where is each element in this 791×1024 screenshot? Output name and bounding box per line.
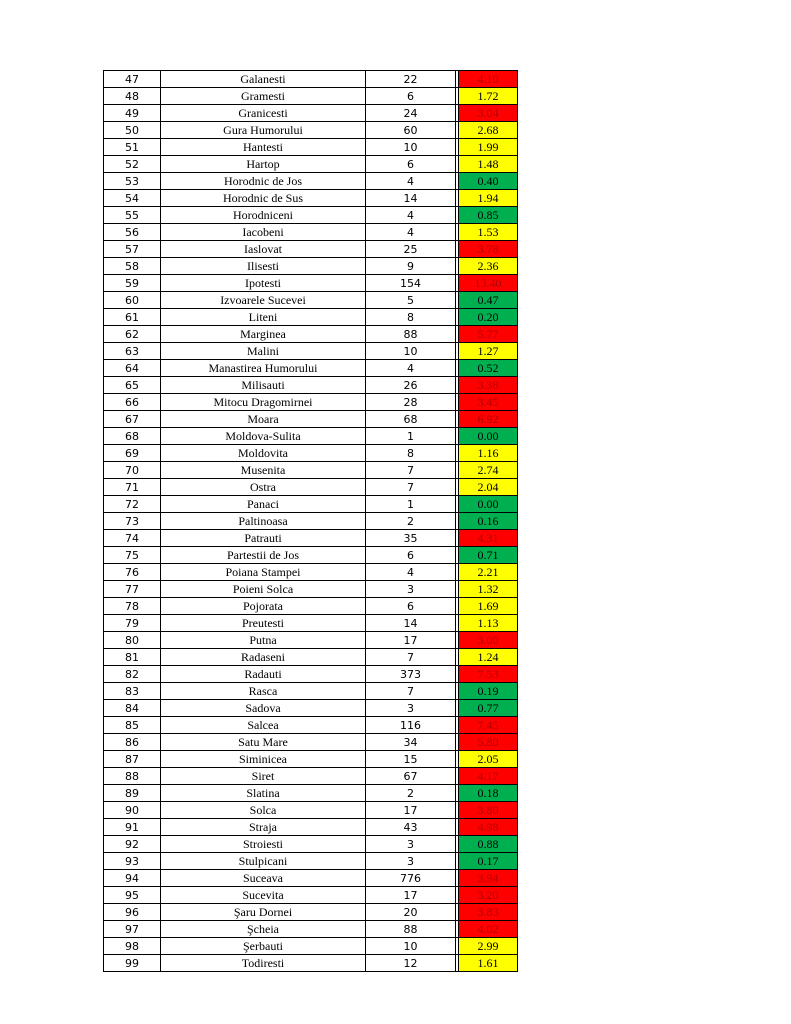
row-number-cell: 95 (104, 887, 161, 904)
locality-name-cell: Panaci (161, 496, 366, 513)
table-row (104, 751, 518, 768)
table-row (104, 309, 518, 326)
row-number-cell: 69 (104, 445, 161, 462)
table-row (104, 71, 518, 88)
locality-name-cell: Şcheia (161, 921, 366, 938)
row-number-cell: 85 (104, 717, 161, 734)
row-number-cell: 50 (104, 122, 161, 139)
table-row (104, 598, 518, 615)
incidence-rate-cell: 13.40 (459, 275, 518, 292)
row-number-cell: 66 (104, 394, 161, 411)
table-row (104, 632, 518, 649)
incidence-rate-cell: 4.02 (459, 921, 518, 938)
table-row (104, 275, 518, 292)
incidence-rate-cell: 4.31 (459, 530, 518, 547)
locality-name-cell: Moldovita (161, 445, 366, 462)
table-row (104, 173, 518, 190)
incidence-rate-cell: 3.38 (459, 377, 518, 394)
incidence-rate-cell: 4.98 (459, 819, 518, 836)
case-count-cell: 34 (366, 734, 456, 751)
table-row (104, 190, 518, 207)
incidence-rate-cell: 1.61 (459, 955, 518, 972)
locality-name-cell: Siret (161, 768, 366, 785)
case-count-cell: 12 (366, 955, 456, 972)
row-number-cell: 74 (104, 530, 161, 547)
case-count-cell: 5 (366, 292, 456, 309)
table-row (104, 921, 518, 938)
locality-name-cell: Liteni (161, 309, 366, 326)
table-row (104, 258, 518, 275)
incidence-rate-cell: 0.19 (459, 683, 518, 700)
incidence-rate-cell: 0.20 (459, 309, 518, 326)
row-number-cell: 89 (104, 785, 161, 802)
case-count-cell: 2 (366, 785, 456, 802)
locality-name-cell: Suceava (161, 870, 366, 887)
locality-name-cell: Straja (161, 819, 366, 836)
case-count-cell: 7 (366, 649, 456, 666)
row-number-cell: 79 (104, 615, 161, 632)
case-count-cell: 4 (366, 224, 456, 241)
incidence-rate-cell: 4.17 (459, 768, 518, 785)
locality-name-cell: Stulpicani (161, 853, 366, 870)
table-row (104, 938, 518, 955)
table-row (104, 207, 518, 224)
incidence-rate-cell: 2.21 (459, 564, 518, 581)
row-number-cell: 72 (104, 496, 161, 513)
case-count-cell: 8 (366, 445, 456, 462)
locality-name-cell: Radaseni (161, 649, 366, 666)
case-count-cell: 373 (366, 666, 456, 683)
locality-name-cell: Mitocu Dragomirnei (161, 394, 366, 411)
row-number-cell: 61 (104, 309, 161, 326)
row-number-cell: 91 (104, 819, 161, 836)
case-count-cell: 60 (366, 122, 456, 139)
row-number-cell: 83 (104, 683, 161, 700)
case-count-cell: 25 (366, 241, 456, 258)
incidence-rate-cell: 1.48 (459, 156, 518, 173)
case-count-cell: 14 (366, 615, 456, 632)
row-number-cell: 99 (104, 955, 161, 972)
incidence-rate-cell: 1.27 (459, 343, 518, 360)
locality-name-cell: Horodniceni (161, 207, 366, 224)
locality-name-cell: Iaslovat (161, 241, 366, 258)
incidence-rate-cell: 0.77 (459, 700, 518, 717)
incidence-rate-cell: 1.99 (459, 139, 518, 156)
row-number-cell: 47 (104, 71, 161, 88)
row-number-cell: 67 (104, 411, 161, 428)
incidence-rate-cell: 3.20 (459, 887, 518, 904)
table-row (104, 139, 518, 156)
case-count-cell: 68 (366, 411, 456, 428)
table-row (104, 870, 518, 887)
row-number-cell: 49 (104, 105, 161, 122)
locality-name-cell: Slatina (161, 785, 366, 802)
locality-name-cell: Manastirea Humorului (161, 360, 366, 377)
table-row (104, 649, 518, 666)
incidence-rate-cell: 2.04 (459, 479, 518, 496)
table-row (104, 513, 518, 530)
incidence-rate-cell: 0.47 (459, 292, 518, 309)
locality-name-cell: Putna (161, 632, 366, 649)
case-count-cell: 88 (366, 326, 456, 343)
case-count-cell: 20 (366, 904, 456, 921)
case-count-cell: 4 (366, 173, 456, 190)
table-row (104, 156, 518, 173)
incidence-rate-cell: 0.52 (459, 360, 518, 377)
row-number-cell: 64 (104, 360, 161, 377)
incidence-rate-cell: 0.71 (459, 547, 518, 564)
row-number-cell: 63 (104, 343, 161, 360)
case-count-cell: 3 (366, 836, 456, 853)
incidence-rate-cell: 5.80 (459, 734, 518, 751)
table-row (104, 411, 518, 428)
locality-name-cell: Şerbauti (161, 938, 366, 955)
table-row (104, 530, 518, 547)
row-number-cell: 56 (104, 224, 161, 241)
row-number-cell: 82 (104, 666, 161, 683)
row-number-cell: 48 (104, 88, 161, 105)
row-number-cell: 55 (104, 207, 161, 224)
case-count-cell: 8 (366, 309, 456, 326)
locality-name-cell: Preutesti (161, 615, 366, 632)
locality-name-cell: Horodnic de Jos (161, 173, 366, 190)
table-row (104, 88, 518, 105)
case-count-cell: 67 (366, 768, 456, 785)
table-row (104, 496, 518, 513)
row-number-cell: 81 (104, 649, 161, 666)
locality-name-cell: Radauti (161, 666, 366, 683)
incidence-rate-cell: 1.16 (459, 445, 518, 462)
locality-name-cell: Şaru Dornei (161, 904, 366, 921)
incidence-rate-cell: 4.10 (459, 71, 518, 88)
table-row (104, 360, 518, 377)
case-count-cell: 17 (366, 802, 456, 819)
locality-name-cell: Stroiesti (161, 836, 366, 853)
case-count-cell: 1 (366, 496, 456, 513)
row-number-cell: 60 (104, 292, 161, 309)
case-count-cell: 3 (366, 853, 456, 870)
incidence-rate-cell: 0.00 (459, 496, 518, 513)
locality-name-cell: Todiresti (161, 955, 366, 972)
locality-name-cell: Musenita (161, 462, 366, 479)
row-number-cell: 88 (104, 768, 161, 785)
table-row (104, 394, 518, 411)
table-row (104, 241, 518, 258)
case-count-cell: 17 (366, 632, 456, 649)
case-count-cell: 4 (366, 360, 456, 377)
case-count-cell: 9 (366, 258, 456, 275)
locality-name-cell: Hartop (161, 156, 366, 173)
locality-name-cell: Hantesti (161, 139, 366, 156)
case-count-cell: 7 (366, 462, 456, 479)
locality-name-cell: Poiana Stampei (161, 564, 366, 581)
incidence-rate-cell: 0.16 (459, 513, 518, 530)
incidence-rate-cell: 3.45 (459, 394, 518, 411)
row-number-cell: 84 (104, 700, 161, 717)
locality-name-cell: Marginea (161, 326, 366, 343)
case-count-cell: 7 (366, 683, 456, 700)
locality-name-cell: Horodnic de Sus (161, 190, 366, 207)
case-count-cell: 43 (366, 819, 456, 836)
table-row (104, 904, 518, 921)
locality-name-cell: Gramesti (161, 88, 366, 105)
table-row (104, 105, 518, 122)
incidence-rate-cell: 2.36 (459, 258, 518, 275)
incidence-rate-cell: 1.13 (459, 615, 518, 632)
table-row (104, 836, 518, 853)
table-row (104, 122, 518, 139)
table-row (104, 292, 518, 309)
case-count-cell: 10 (366, 343, 456, 360)
case-count-cell: 14 (366, 190, 456, 207)
incidence-rate-cell: 3.00 (459, 632, 518, 649)
case-count-cell: 26 (366, 377, 456, 394)
locality-name-cell: Siminicea (161, 751, 366, 768)
table-row (104, 700, 518, 717)
locality-name-cell: Gura Humorului (161, 122, 366, 139)
case-count-cell: 116 (366, 717, 456, 734)
row-number-cell: 57 (104, 241, 161, 258)
row-number-cell: 62 (104, 326, 161, 343)
case-count-cell: 6 (366, 547, 456, 564)
case-count-cell: 154 (366, 275, 456, 292)
table-row (104, 428, 518, 445)
locality-name-cell: Milisauti (161, 377, 366, 394)
case-count-cell: 1 (366, 428, 456, 445)
locality-name-cell: Salcea (161, 717, 366, 734)
incidence-rate-cell: 7.45 (459, 717, 518, 734)
localities-table (103, 70, 518, 972)
row-number-cell: 78 (104, 598, 161, 615)
locality-name-cell: Rasca (161, 683, 366, 700)
incidence-rate-cell: 6.92 (459, 411, 518, 428)
table-row (104, 326, 518, 343)
locality-name-cell: Granicesti (161, 105, 366, 122)
incidence-rate-cell: 3.04 (459, 105, 518, 122)
table-row (104, 768, 518, 785)
row-number-cell: 90 (104, 802, 161, 819)
table-row (104, 819, 518, 836)
incidence-rate-cell: 3.80 (459, 802, 518, 819)
table-row (104, 734, 518, 751)
locality-name-cell: Sadova (161, 700, 366, 717)
locality-name-cell: Patrauti (161, 530, 366, 547)
row-number-cell: 96 (104, 904, 161, 921)
row-number-cell: 87 (104, 751, 161, 768)
row-number-cell: 97 (104, 921, 161, 938)
table-row (104, 564, 518, 581)
incidence-rate-cell: 0.00 (459, 428, 518, 445)
case-count-cell: 6 (366, 598, 456, 615)
incidence-rate-cell: 1.72 (459, 88, 518, 105)
incidence-rate-cell: 7.53 (459, 666, 518, 683)
row-number-cell: 86 (104, 734, 161, 751)
table-row (104, 547, 518, 564)
locality-name-cell: Satu Mare (161, 734, 366, 751)
case-count-cell: 4 (366, 207, 456, 224)
locality-name-cell: Paltinoasa (161, 513, 366, 530)
locality-name-cell: Moara (161, 411, 366, 428)
locality-name-cell: Partestii de Jos (161, 547, 366, 564)
case-count-cell: 22 (366, 71, 456, 88)
locality-name-cell: Moldova-Sulita (161, 428, 366, 445)
incidence-rate-cell: 0.85 (459, 207, 518, 224)
case-count-cell: 3 (366, 581, 456, 598)
incidence-rate-cell: 5.77 (459, 326, 518, 343)
row-number-cell: 54 (104, 190, 161, 207)
row-number-cell: 70 (104, 462, 161, 479)
incidence-rate-cell: 2.74 (459, 462, 518, 479)
incidence-rate-cell: 2.05 (459, 751, 518, 768)
case-count-cell: 88 (366, 921, 456, 938)
table-row (104, 802, 518, 819)
table-row (104, 224, 518, 241)
row-number-cell: 76 (104, 564, 161, 581)
table-row (104, 666, 518, 683)
table-body (104, 71, 518, 972)
incidence-rate-cell: 1.69 (459, 598, 518, 615)
table-row (104, 445, 518, 462)
row-number-cell: 80 (104, 632, 161, 649)
case-count-cell: 6 (366, 156, 456, 173)
case-count-cell: 7 (366, 479, 456, 496)
incidence-rate-cell: 1.32 (459, 581, 518, 598)
case-count-cell: 28 (366, 394, 456, 411)
row-number-cell: 59 (104, 275, 161, 292)
row-number-cell: 52 (104, 156, 161, 173)
table-row (104, 717, 518, 734)
case-count-cell: 3 (366, 700, 456, 717)
row-number-cell: 93 (104, 853, 161, 870)
row-number-cell: 65 (104, 377, 161, 394)
table-row (104, 853, 518, 870)
row-number-cell: 73 (104, 513, 161, 530)
incidence-rate-cell: 0.18 (459, 785, 518, 802)
table-row (104, 615, 518, 632)
case-count-cell: 24 (366, 105, 456, 122)
row-number-cell: 98 (104, 938, 161, 955)
case-count-cell: 6 (366, 88, 456, 105)
row-number-cell: 68 (104, 428, 161, 445)
locality-name-cell: Galanesti (161, 71, 366, 88)
row-number-cell: 92 (104, 836, 161, 853)
table-row (104, 479, 518, 496)
incidence-rate-cell: 1.94 (459, 190, 518, 207)
incidence-rate-cell: 2.99 (459, 938, 518, 955)
locality-name-cell: Izvoarele Sucevei (161, 292, 366, 309)
incidence-rate-cell: 3.94 (459, 870, 518, 887)
table-row (104, 955, 518, 972)
locality-name-cell: Solca (161, 802, 366, 819)
incidence-rate-cell: 0.17 (459, 853, 518, 870)
case-count-cell: 17 (366, 887, 456, 904)
incidence-rate-cell: 1.24 (459, 649, 518, 666)
incidence-rate-cell: 3.83 (459, 904, 518, 921)
case-count-cell: 15 (366, 751, 456, 768)
incidence-rate-cell: 0.88 (459, 836, 518, 853)
case-count-cell: 4 (366, 564, 456, 581)
incidence-rate-cell: 2.68 (459, 122, 518, 139)
case-count-cell: 10 (366, 139, 456, 156)
table-row (104, 377, 518, 394)
table-row (104, 683, 518, 700)
row-number-cell: 77 (104, 581, 161, 598)
row-number-cell: 94 (104, 870, 161, 887)
locality-name-cell: Sucevita (161, 887, 366, 904)
case-count-cell: 10 (366, 938, 456, 955)
row-number-cell: 71 (104, 479, 161, 496)
table-row (104, 887, 518, 904)
table-row (104, 462, 518, 479)
case-count-cell: 776 (366, 870, 456, 887)
locality-name-cell: Poieni Solca (161, 581, 366, 598)
case-count-cell: 35 (366, 530, 456, 547)
incidence-rate-cell: 3.78 (459, 241, 518, 258)
locality-name-cell: Ipotesti (161, 275, 366, 292)
incidence-rate-cell: 1.53 (459, 224, 518, 241)
table-row (104, 581, 518, 598)
row-number-cell: 58 (104, 258, 161, 275)
locality-name-cell: Ilisesti (161, 258, 366, 275)
case-count-cell: 2 (366, 513, 456, 530)
row-number-cell: 51 (104, 139, 161, 156)
locality-name-cell: Pojorata (161, 598, 366, 615)
locality-name-cell: Malini (161, 343, 366, 360)
row-number-cell: 75 (104, 547, 161, 564)
table-row (104, 343, 518, 360)
incidence-rate-cell: 0.40 (459, 173, 518, 190)
locality-name-cell: Iacobeni (161, 224, 366, 241)
table-row (104, 785, 518, 802)
locality-name-cell: Ostra (161, 479, 366, 496)
row-number-cell: 53 (104, 173, 161, 190)
